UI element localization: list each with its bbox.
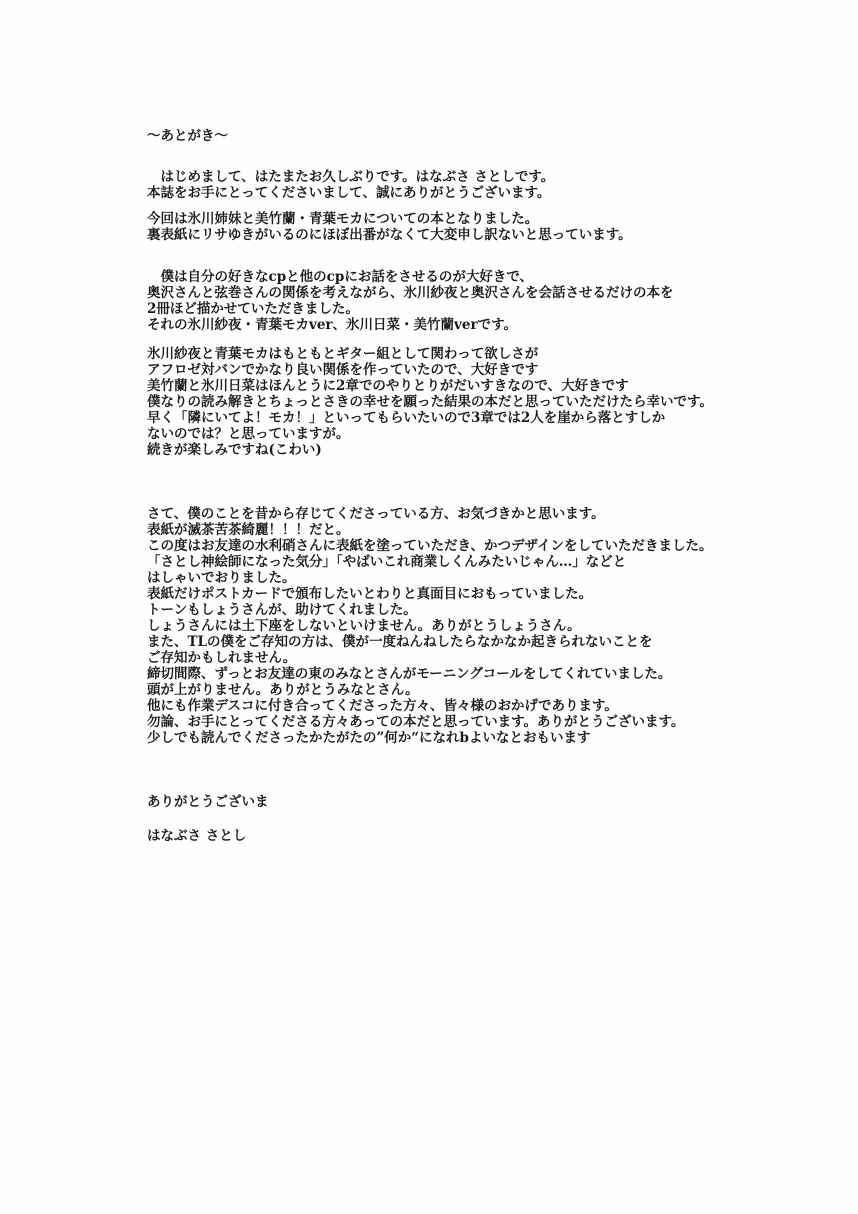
text-line: 少しでも読んでくださったかたがたの”何か“になれbよいなとおもいます — [147, 730, 591, 746]
text-line: はじめまして、はたまたお久しぶりです。はなぶさ さとしです。 — [147, 169, 555, 185]
greeting-paragraph — [147, 169, 554, 201]
text-line: 締切間際、ずっとお友達の東のみなとさんがモーニングコールをしてくれていました。 — [147, 666, 672, 682]
text-line: それの氷川紗夜・青葉モカver、氷川日菜・美竹蘭verです。 — [147, 317, 518, 333]
text-line: 氷川紗夜と青葉モカはもともとギター組として関わって欲しさが — [147, 346, 539, 362]
text-line: 今回は氷川姉妹と美竹蘭・青葉モカについての本となりました。 — [147, 211, 539, 227]
text-line: 頭が上がりません。ありがとうみなとさん。 — [147, 682, 419, 698]
cp-paragraph — [147, 269, 674, 333]
text-line: 勿論、お手にとってくださる方々あっての本だと思っています。ありがとうございます。 — [147, 714, 685, 730]
text-line: 僕なりの読み解きとちょっとさきの幸せを願った結果の本だと思っていただけたら幸いです。 — [147, 394, 713, 410]
text-line: 2冊ほど描かせていただきました。 — [147, 301, 359, 317]
text-line: ないのでは？と思っていますが。 — [147, 426, 350, 442]
text-line: ご存知かもしれません。 — [147, 650, 297, 666]
text-line: 早く「隣にいてよ！モカ！」といってもらいたいので3章では2人を崖から落とすしか — [147, 410, 666, 426]
acknowledgements-paragraph — [147, 506, 713, 746]
intro-paragraph — [147, 211, 632, 243]
closing-thanks: ありがとうございま — [147, 794, 269, 810]
text-line: また、TLの僕をご存知の方は、僕が一度ねんねしたらなかなか起きられないことを — [147, 634, 653, 650]
text-line: 美竹蘭と氷川日菜はほんとうに2章でのやりとりがだいすきなので、大好きです — [147, 378, 629, 394]
text-line: アフロゼ対バンでかなり良い関係を作っていたので、大好きです — [147, 362, 539, 378]
text-line: 表紙が滅茶苦茶綺麗！！！だと。 — [147, 522, 350, 538]
afterword-heading: 〜あとがき〜 — [147, 128, 228, 144]
author-signature: はなぶさ さとし — [147, 828, 247, 844]
text-line: さて、僕のことを昔から存じてくださっている方、お気づきかと思います。 — [147, 506, 605, 522]
text-line: しょうさんには土下座をしないといけません。ありがとうしょうさん。 — [147, 618, 581, 634]
text-line: 続きが楽しみですね(こわい) — [147, 442, 322, 458]
text-line: 表紙だけポストカードで頒布したいとわりと真面目におもっていました。 — [147, 586, 593, 602]
characters-paragraph — [147, 346, 713, 458]
text-line: 僕は自分の好きなcpと他のcpにお話をさせるのが大好きで、 — [147, 269, 534, 285]
text-line: 本誌をお手にとってくださいまして、誠にありがとうございます。 — [147, 185, 551, 201]
text-line: 奥沢さんと弦巻さんの関係を考えながら、氷川紗夜と奥沢さんを会話させるだけの本を — [147, 285, 674, 301]
text-line: 「さとし神絵師になった気分」「やばいこれ商業しくんみたいじゃん…」などと — [147, 554, 627, 570]
text-line: この度はお友達の水利硝さんに表紙を塗っていただき、かつデザインをしていただきました。 — [147, 538, 713, 554]
text-line: はしゃいでおりました。 — [147, 570, 296, 586]
text-line: トーンもしょうさんが、助けてくれました。 — [147, 602, 417, 618]
text-line: 裏表紙にリサゆきがいるのにほぼ出番がなくて大変申し訳ないと思っています。 — [147, 227, 632, 243]
text-line: 他にも作業デスコに付き合ってくださった方々、皆々様のおかげであります。 — [147, 698, 618, 714]
